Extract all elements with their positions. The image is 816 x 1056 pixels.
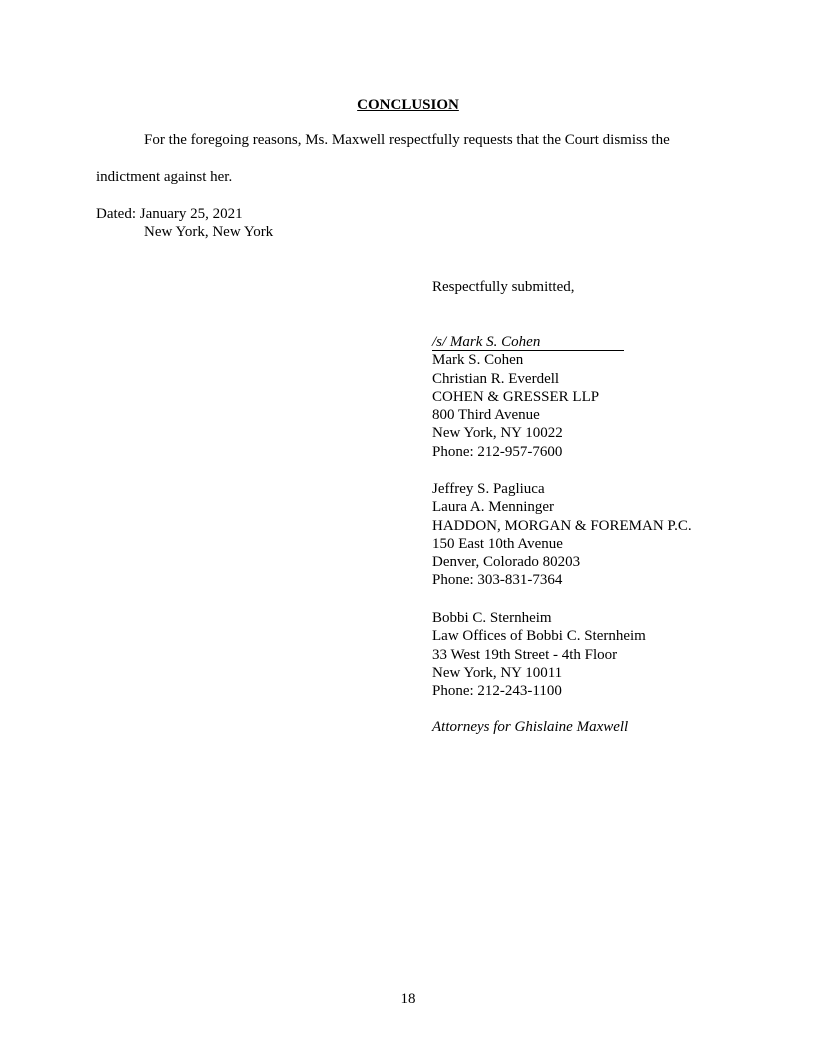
counsel-line: New York, NY 10011 bbox=[432, 664, 563, 681]
page-number: 18 bbox=[400, 991, 416, 1007]
counsel-line: 800 Third Avenue bbox=[432, 407, 540, 424]
counsel-line: Phone: 303-831-7364 bbox=[432, 572, 563, 589]
signature-line: /s/ Mark S. Cohen bbox=[432, 335, 624, 351]
counsel-line: Phone: 212-957-7600 bbox=[432, 443, 563, 460]
signature-block bbox=[432, 333, 624, 461]
conclusion-paragraph-line-2: indictment against her. bbox=[96, 169, 233, 185]
attorneys-for: Attorneys for Ghislaine Maxwell bbox=[432, 719, 629, 735]
counsel-line: 150 East 10th Avenue bbox=[432, 535, 563, 552]
counsel-line: Christian R. Everdell bbox=[432, 370, 560, 387]
counsel-line: COHEN & GRESSER LLP bbox=[432, 388, 600, 405]
counsel-line: HADDON, MORGAN & FOREMAN P.C. bbox=[432, 517, 692, 534]
section-heading: CONCLUSION bbox=[357, 97, 459, 113]
dated-location: New York, New York bbox=[144, 224, 274, 240]
counsel-group-3 bbox=[432, 609, 646, 700]
counsel-group-2 bbox=[432, 480, 692, 590]
conclusion-paragraph-line-1: For the foregoing reasons, Ms. Maxwell respectfully requests that the Court dismiss the bbox=[144, 132, 670, 148]
counsel-line: Laura A. Menninger bbox=[432, 499, 555, 516]
counsel-line: 33 West 19th Street - 4th Floor bbox=[432, 646, 618, 663]
dated-line: Dated: January 25, 2021 bbox=[96, 206, 243, 222]
counsel-line: Law Offices of Bobbi C. Sternheim bbox=[432, 628, 646, 645]
counsel-line: Jeffrey S. Pagliuca bbox=[432, 481, 545, 497]
counsel-line: Bobbi C. Sternheim bbox=[432, 610, 552, 626]
counsel-line: New York, NY 10022 bbox=[432, 425, 563, 442]
counsel-line: Denver, Colorado 80203 bbox=[432, 554, 581, 571]
counsel-line: Mark S. Cohen bbox=[432, 352, 524, 369]
closing-phrase: Respectfully submitted, bbox=[432, 279, 575, 295]
counsel-line: Phone: 212-243-1100 bbox=[432, 683, 562, 700]
